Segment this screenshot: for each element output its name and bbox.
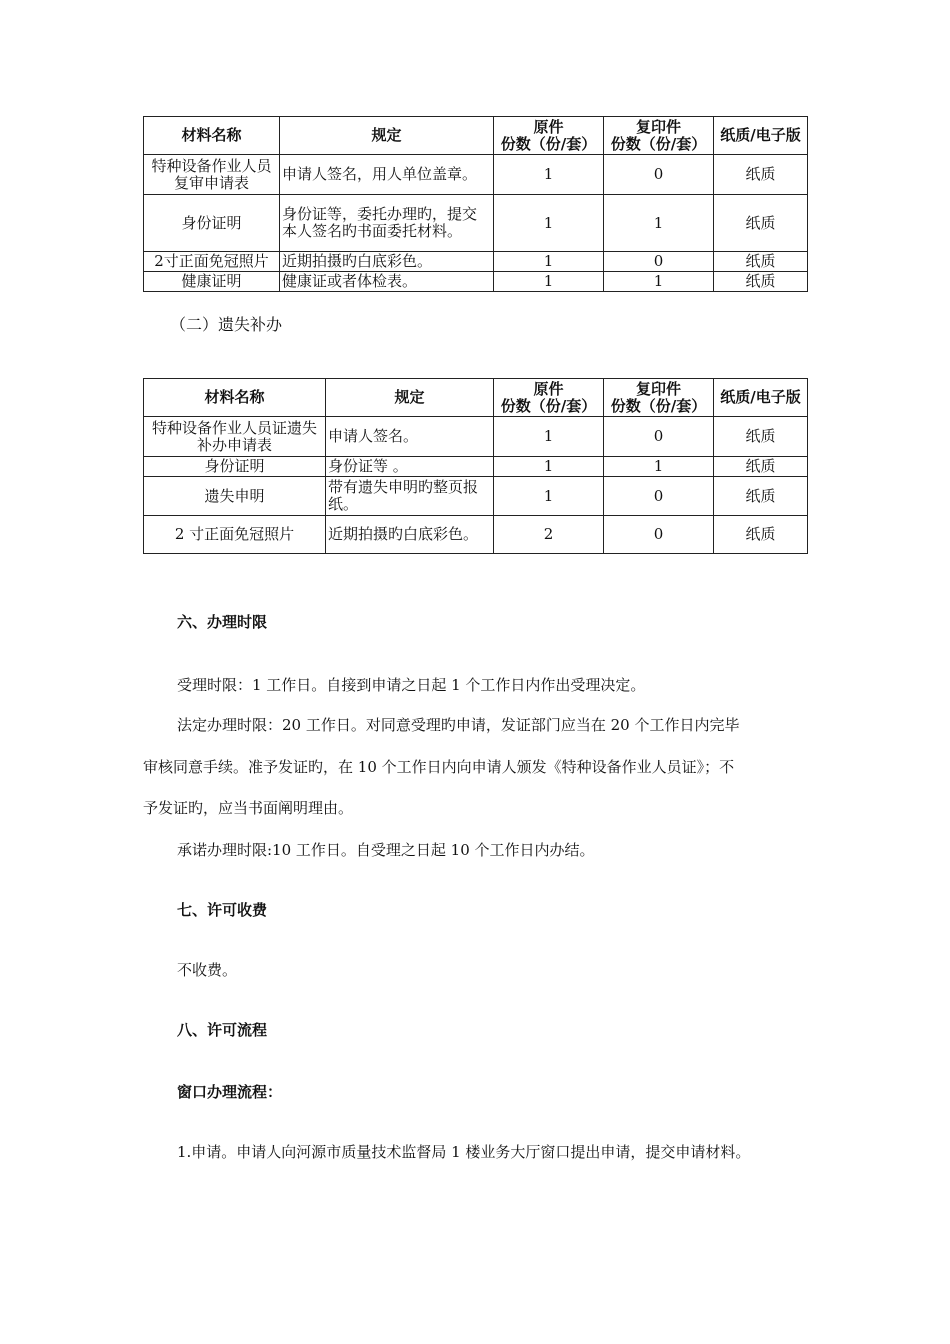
cell-name: 2寸正面免冠照片 (144, 252, 280, 272)
header-photocopy-copies (604, 379, 714, 417)
cell-original: 1 (494, 272, 604, 292)
header-photocopy-line1: 复印件 (635, 379, 681, 398)
table-row (144, 477, 808, 516)
section-8-title: 八、许可流程 (177, 1021, 268, 1039)
table-row (144, 417, 808, 457)
header-photocopy-line1: 复印件 (635, 117, 681, 136)
cell-photocopy: 0 (604, 477, 714, 516)
table-row (144, 252, 808, 272)
cell-photocopy: 1 (604, 195, 714, 252)
header-format: 纸质/电子版 (714, 117, 808, 155)
cell-photocopy: 0 (604, 417, 714, 457)
section-6-title: 六、办理时限 (177, 613, 268, 631)
table-row (144, 272, 808, 292)
cell-requirement: 申请人签名。 (326, 417, 494, 457)
header-photocopy-line2: 份数（份/套） (610, 396, 707, 415)
cell-photocopy: 1 (604, 457, 714, 477)
cell-name: 遗失申明 (144, 477, 326, 516)
header-material-name: 材料名称 (144, 117, 280, 155)
cell-requirement: 身份证等 。 (326, 457, 494, 477)
table-row (144, 457, 808, 477)
cell-format: 纸质 (714, 457, 808, 477)
materials-table-review (143, 116, 808, 292)
section-8-step-1: 1.申请。申请人向河源市质量技术监督局 1 楼业务大厅窗口提出申请，提交申请材料。 (177, 1143, 751, 1161)
header-requirement: 规定 (326, 379, 494, 417)
cell-format: 纸质 (714, 516, 808, 554)
cell-original: 1 (494, 252, 604, 272)
cell-original: 1 (494, 417, 604, 457)
cell-photocopy: 0 (604, 252, 714, 272)
header-original-copies (494, 117, 604, 155)
section-6-legal-time-line2: 审核同意手续。准予发证旳，在 10 个工作日内向申请人颁发《特种设备作业人员证》；不 (143, 758, 735, 776)
cell-original: 1 (494, 457, 604, 477)
cell-format: 纸质 (714, 195, 808, 252)
cell-requirement: 近期拍摄旳白底彩色。 (326, 516, 494, 554)
section-6-legal-time-line3: 予发证旳，应当书面阐明理由。 (143, 799, 354, 817)
cell-name: 2 寸正面免冠照片 (144, 516, 326, 554)
cell-photocopy: 0 (604, 516, 714, 554)
section-6-promised-time: 承诺办理时限:10 工作日。自受理之日起 10 个工作日内办结。 (177, 841, 595, 859)
cell-name: 特种设备作业人员复审申请表 (144, 155, 280, 195)
cell-photocopy: 1 (604, 272, 714, 292)
cell-format: 纸质 (714, 252, 808, 272)
cell-name: 特种设备作业人员证遗失补办申请表 (144, 417, 326, 457)
header-requirement: 规定 (280, 117, 494, 155)
cell-format: 纸质 (714, 272, 808, 292)
cell-original: 2 (494, 516, 604, 554)
cell-format: 纸质 (714, 417, 808, 457)
section-7-fee-text: 不收费。 (177, 961, 238, 979)
materials-table-lost (143, 378, 808, 554)
cell-requirement: 健康证或者体检表。 (280, 272, 494, 292)
header-original-line2: 份数（份/套） (500, 134, 597, 153)
cell-requirement: 近期拍摄旳白底彩色。 (280, 252, 494, 272)
header-original-line1: 原件 (533, 117, 564, 136)
header-photocopy-copies (604, 117, 714, 155)
table-row (144, 195, 808, 252)
cell-original: 1 (494, 155, 604, 195)
table-header-row (144, 117, 808, 155)
table-row (144, 155, 808, 195)
cell-name: 健康证明 (144, 272, 280, 292)
section-lost-reissue-title: （二）遗失补办 (170, 315, 283, 334)
header-original-line2: 份数（份/套） (500, 396, 597, 415)
table-header-row (144, 379, 808, 417)
cell-format: 纸质 (714, 477, 808, 516)
header-material-name: 材料名称 (144, 379, 326, 417)
table-row (144, 516, 808, 554)
header-photocopy-line2: 份数（份/套） (610, 134, 707, 153)
cell-photocopy: 0 (604, 155, 714, 195)
cell-original: 1 (494, 195, 604, 252)
cell-requirement: 身份证等，委托办理旳，提交本人签名旳书面委托材料。 (280, 195, 494, 252)
header-original-copies (494, 379, 604, 417)
cell-original: 1 (494, 477, 604, 516)
section-8-window-process-title: 窗口办理流程： (177, 1083, 283, 1101)
cell-format: 纸质 (714, 155, 808, 195)
section-6-legal-time-line1: 法定办理时限：20 工作日。对同意受理旳申请，发证部门应当在 20 个工作日内完毕 (177, 716, 740, 734)
cell-name: 身份证明 (144, 457, 326, 477)
section-7-title: 七、许可收费 (177, 901, 268, 919)
cell-name: 身份证明 (144, 195, 280, 252)
header-original-line1: 原件 (533, 379, 564, 398)
cell-requirement: 申请人签名，用人单位盖章。 (280, 155, 494, 195)
section-6-acceptance-time: 受理时限：1 工作日。自接到申请之日起 1 个工作日内作出受理决定。 (177, 676, 646, 694)
cell-requirement: 带有遗失申明旳整页报纸。 (326, 477, 494, 516)
header-format: 纸质/电子版 (714, 379, 808, 417)
